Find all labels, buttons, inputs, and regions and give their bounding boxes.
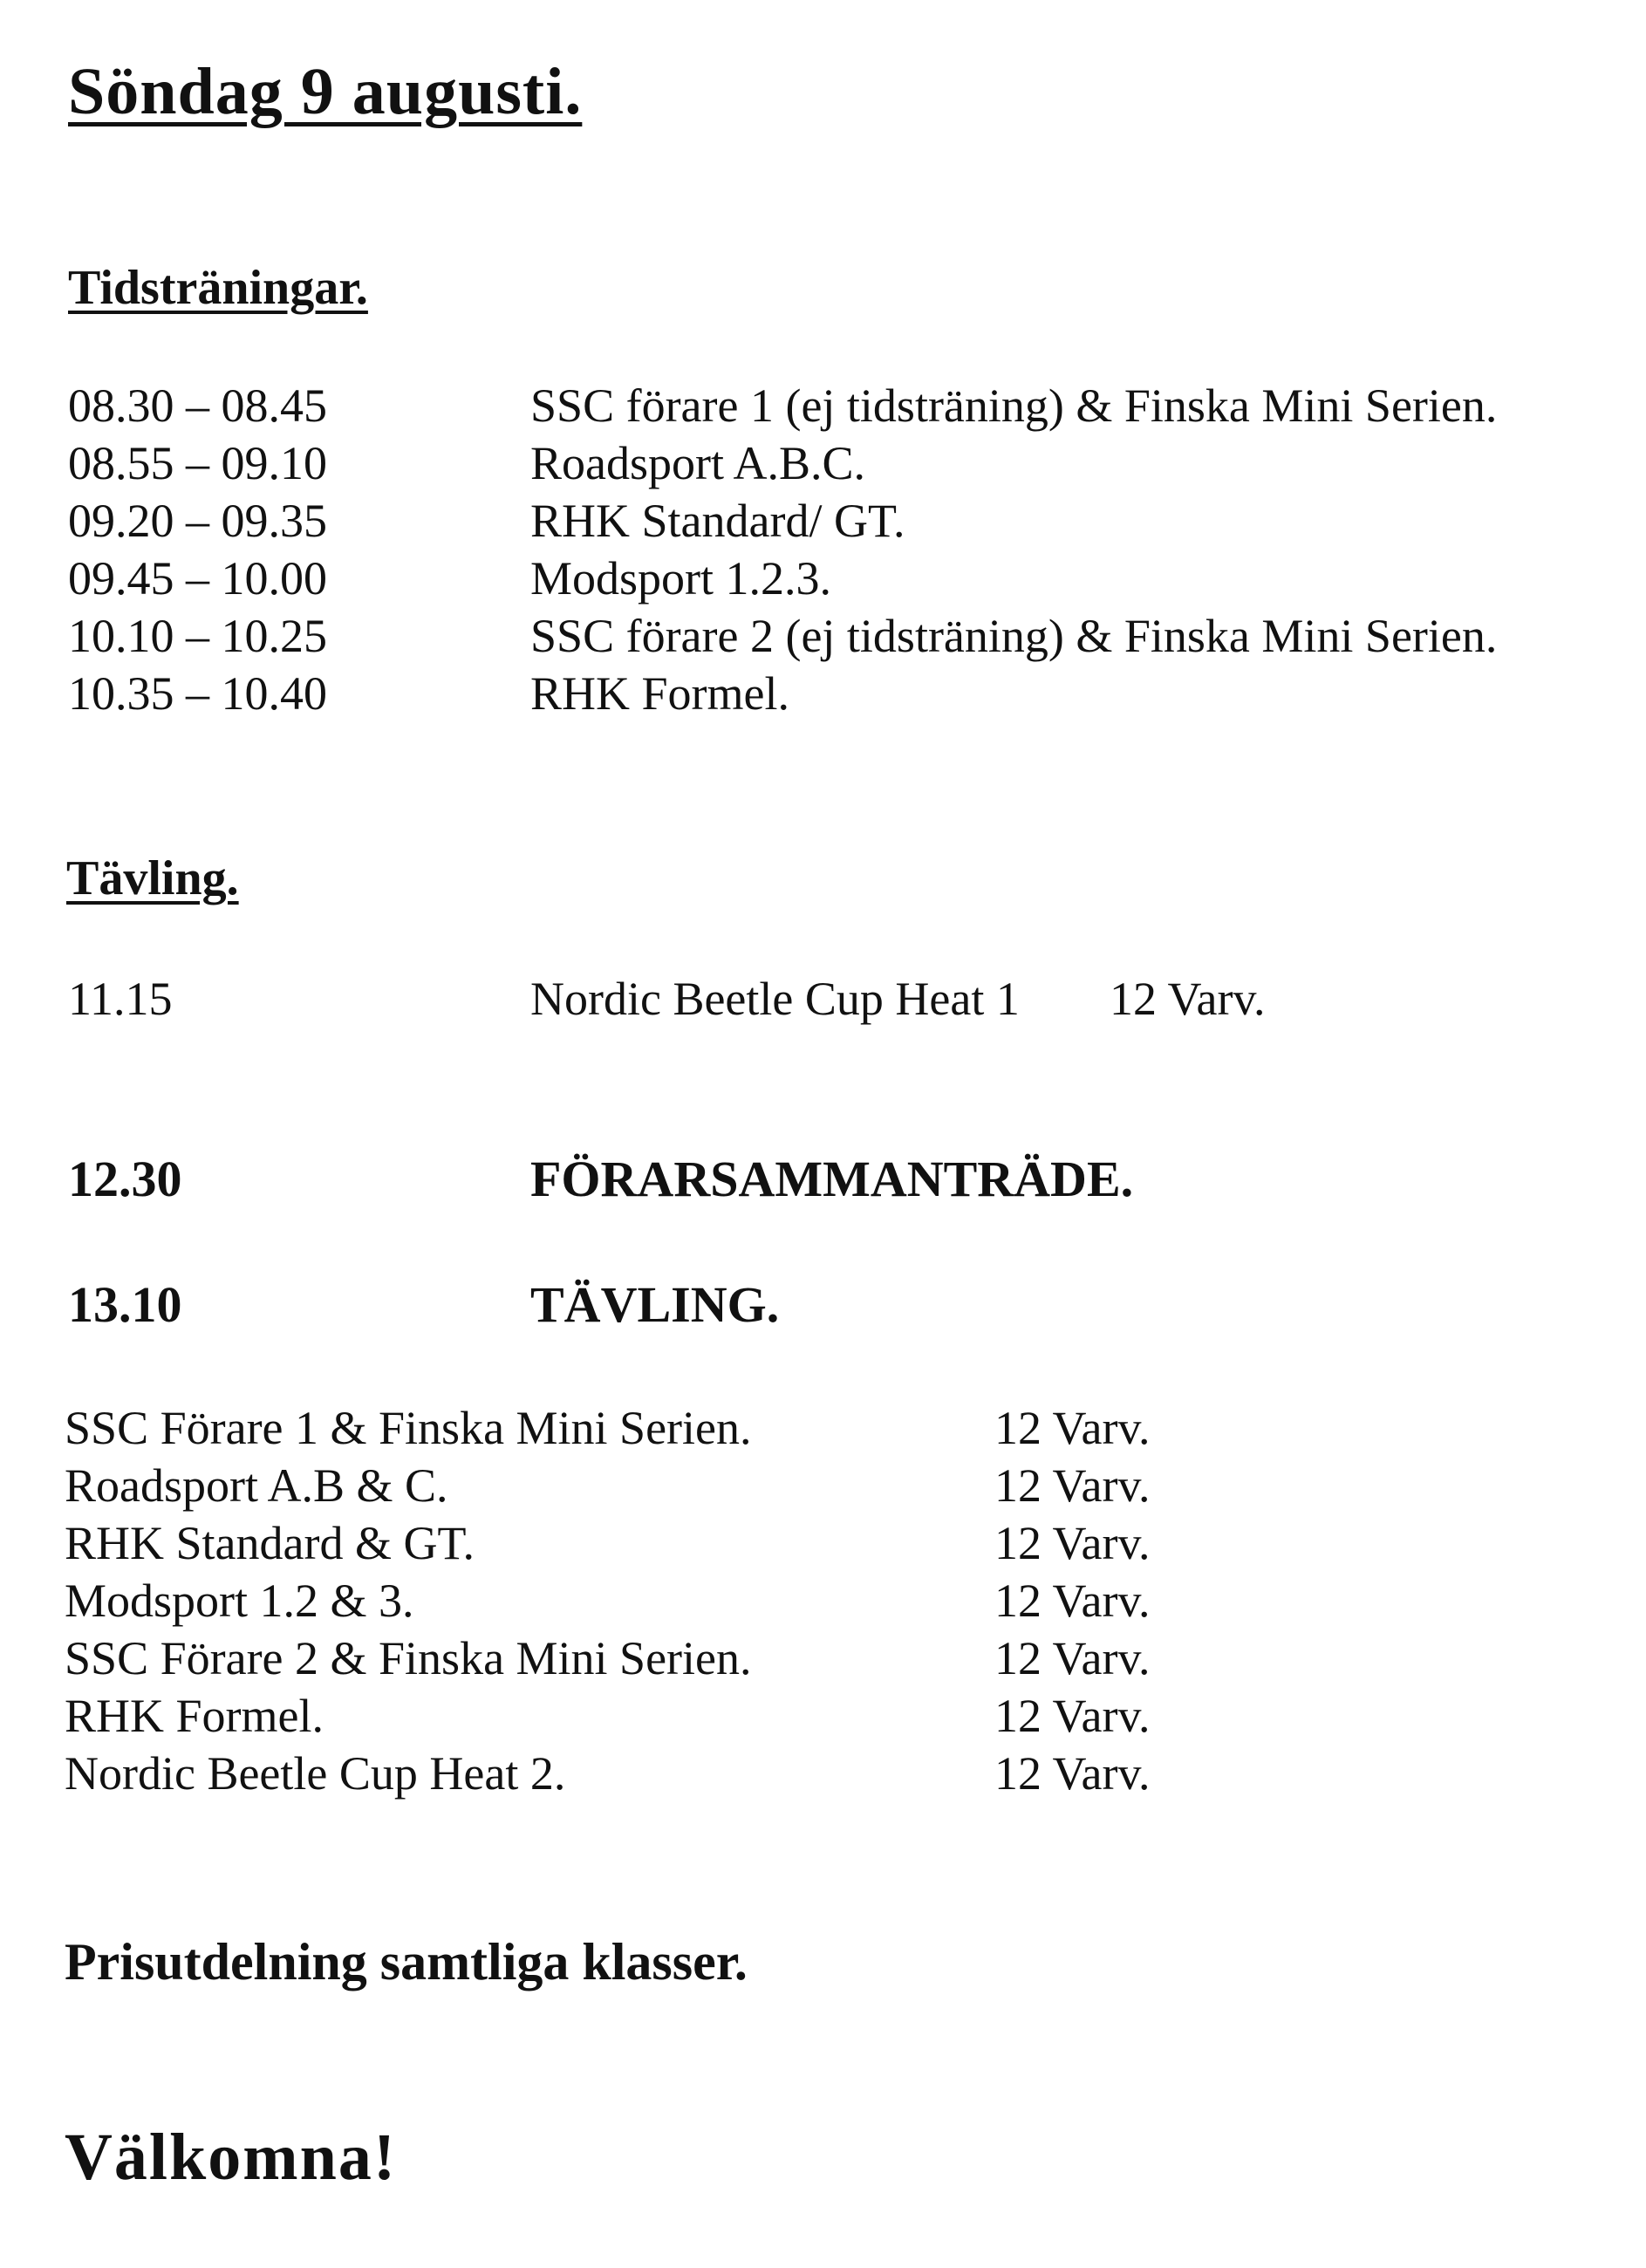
drivers-meeting-label: FÖRARSAMMANTRÄDE. [530, 1151, 1134, 1207]
trial-class: Roadsport A.B.C. [530, 437, 866, 489]
race-laps: 12 Varv. [994, 1459, 1151, 1512]
time-trials-heading: Tidsträningar. [68, 261, 368, 315]
race-class: SSC Förare 2 & Finska Mini Serien. [65, 1632, 752, 1684]
race-laps: 12 Varv. [994, 1402, 1151, 1454]
race-laps: 12 Varv. [994, 1632, 1151, 1684]
race-first-time: 11.15 [68, 973, 173, 1025]
trial-time: 09.45 – 10.00 [68, 552, 327, 605]
race-laps: 12 Varv. [994, 1747, 1151, 1800]
trial-class: SSC förare 1 (ej tidsträning) & Finska Mini Serien. [530, 379, 1498, 432]
race-first-laps: 12 Varv. [1110, 973, 1266, 1025]
race-heading: Tävling. [66, 851, 239, 905]
race-class: RHK Standard & GT. [65, 1517, 475, 1569]
trial-time: 09.20 – 09.35 [68, 495, 327, 547]
drivers-meeting-time: 12.30 [68, 1151, 182, 1207]
race-first-class: Nordic Beetle Cup Heat 1 [530, 973, 1020, 1025]
race-class: Nordic Beetle Cup Heat 2. [65, 1747, 566, 1800]
main-race-label: TÄVLING. [530, 1276, 780, 1333]
trial-time: 08.30 – 08.45 [68, 379, 327, 432]
trial-time: 08.55 – 09.10 [68, 437, 327, 489]
main-race-time: 13.10 [68, 1276, 182, 1333]
race-laps: 12 Varv. [994, 1575, 1151, 1627]
prize-ceremony: Prisutdelning samtliga klasser. [65, 1933, 748, 1991]
race-class: Roadsport A.B & C. [65, 1459, 448, 1512]
race-laps: 12 Varv. [994, 1690, 1151, 1742]
race-class: RHK Formel. [65, 1690, 324, 1742]
trial-class: RHK Standard/ GT. [530, 495, 905, 547]
race-laps: 12 Varv. [994, 1517, 1151, 1569]
trial-class: SSC förare 2 (ej tidsträning) & Finska Mini Serien. [530, 610, 1498, 662]
welcome-text: Välkomna! [65, 2121, 398, 2194]
race-class: Modsport 1.2 & 3. [65, 1575, 414, 1627]
trial-class: Modsport 1.2.3. [530, 552, 832, 605]
race-class: SSC Förare 1 & Finska Mini Serien. [65, 1402, 752, 1454]
trial-time: 10.35 – 10.40 [68, 667, 327, 720]
trial-class: RHK Formel. [530, 667, 789, 720]
page-title: Söndag 9 augusti. [68, 55, 583, 128]
trial-time: 10.10 – 10.25 [68, 610, 327, 662]
